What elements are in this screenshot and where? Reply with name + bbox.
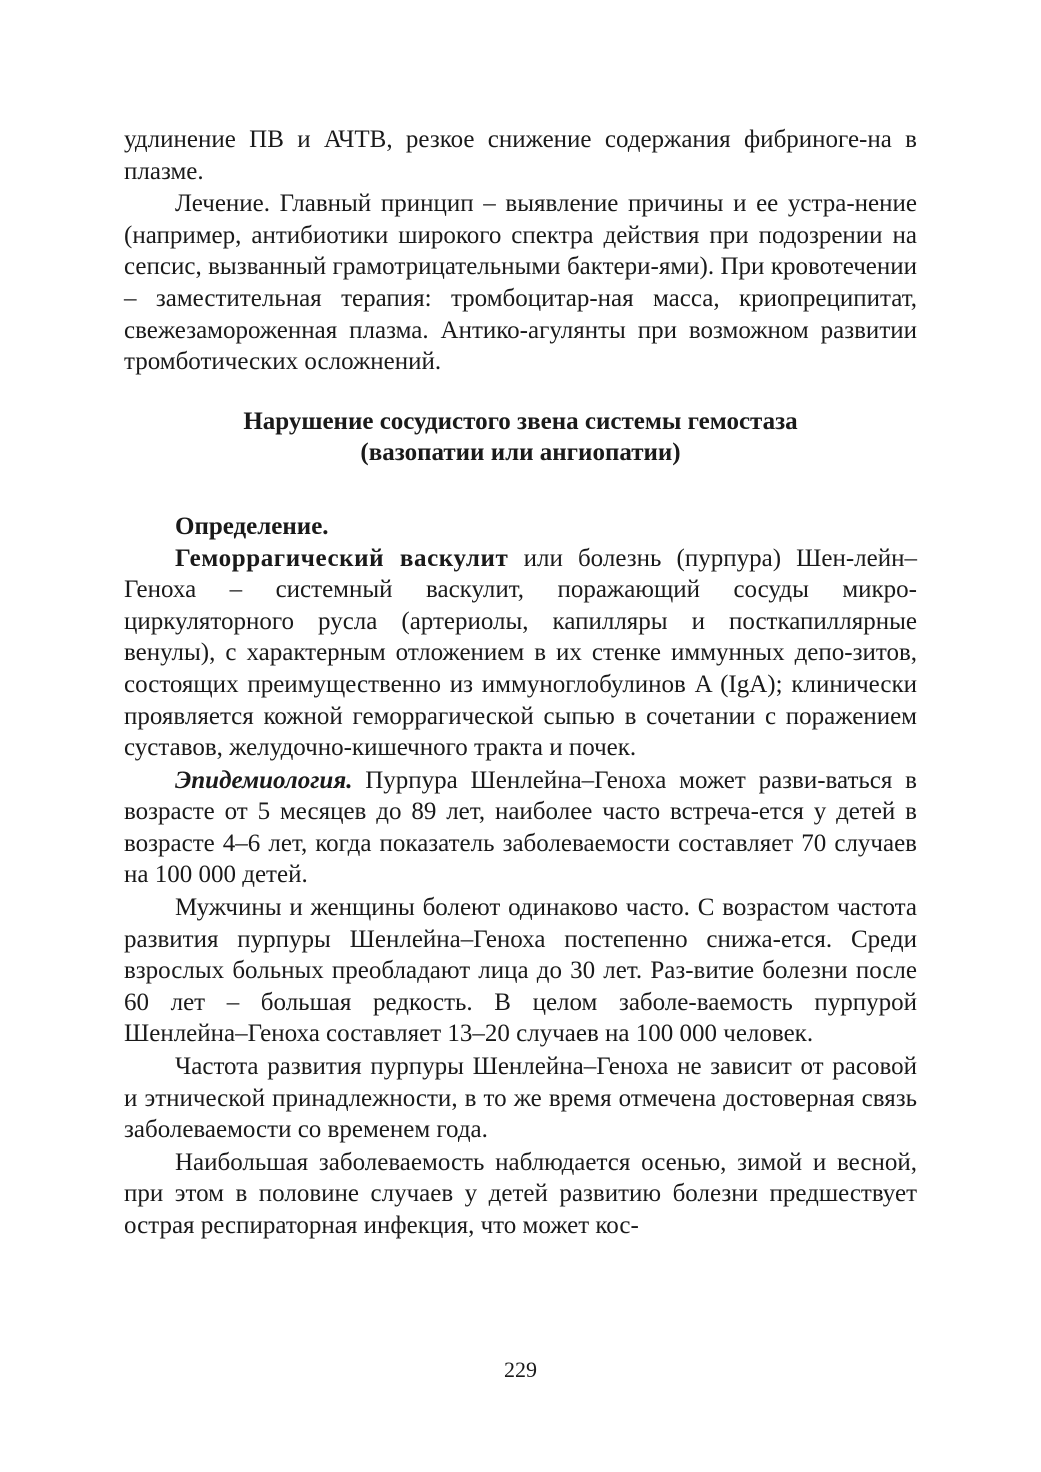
section-heading-line-2: (вазопатии или ангиопатии): [360, 439, 681, 467]
term-hemorrhagic-vasculitis: Геморрагический васкулит: [175, 544, 509, 572]
section-heading: [124, 406, 917, 469]
paragraph-continuation: удлинение ПВ и АЧТВ, резкое снижение содержания фибриноге-на в плазме.: [124, 126, 917, 185]
page-body: [124, 124, 917, 1242]
paragraph-gender: Мужчины и женщины болеют одинаково часто. С возрастом частота развития пурпуры Шенлейна–Геноха постепенно снижа-ется. Среди взрослых больных преобладают лица до 30 лет. Раз-витие болезни после 60 лет – большая редкость. В целом заболе-ваемость пурпурой Шенлейна–Геноха составляет 13–20 случаев на 100 000 человек.: [124, 894, 917, 1048]
paragraph-epidemiology: [124, 765, 917, 891]
paragraph-definition: [124, 543, 917, 764]
epidemiology-text: Пурпура Шенлейна–Геноха может разви-ваться в возрасте от 5 месяцев до 89 лет, наиболее часто встреча-ется у детей в возрасте 4–6 лет, когда показатель заболеваемости составляет 70 случаев на 100 000 детей.: [124, 766, 917, 889]
paragraph-season: Наибольшая заболеваемость наблюдается осенью, зимой и весной, при этом в половине случаев у детей развитию болезни предшествует острая респираторная инфекция, что может кос-: [124, 1148, 917, 1239]
definition-label: Определение.: [175, 512, 329, 540]
section-heading-line-1: Нарушение сосудистого звена системы гемостаза: [243, 407, 798, 435]
paragraph-race: Частота развития пурпуры Шенлейна–Геноха не зависит от расовой и этнической принадлежности, в то же время отмечена достоверная связь заболеваемости со временем года.: [124, 1053, 917, 1144]
paragraph-treatment: Лечение. Главный принцип – выявление причины и ее устра-нение (например, антибиотики широкого спектра действия при подозрении на сепсис, вызванный грамотрицательными бактери-ями). При кровотечении – заместительная терапия: тромбоцитар-ная масса, криопреципитат, свежезамороженная плазма. Антико-агулянты при возможном развитии тромботических осложнений.: [124, 190, 917, 376]
term-epidemiology: Эпидемиология.: [175, 766, 353, 794]
page-number: 229: [504, 1357, 537, 1382]
definition-text: или болезнь (пурпура) Шен-лейн–Геноха – системный васкулит, поражающий сосуды микро-циркуляторного русла (артериолы, капилляры и посткапиллярные венулы), с характерным отложением в их стенке иммунных депо-зитов, состоящих преимущественно из иммуноглобулинов A (IgA); клинически проявляется кожной геморрагической сыпью в сочетании с поражением суставов, желудочно-кишечного тракта и почек.: [124, 544, 918, 762]
